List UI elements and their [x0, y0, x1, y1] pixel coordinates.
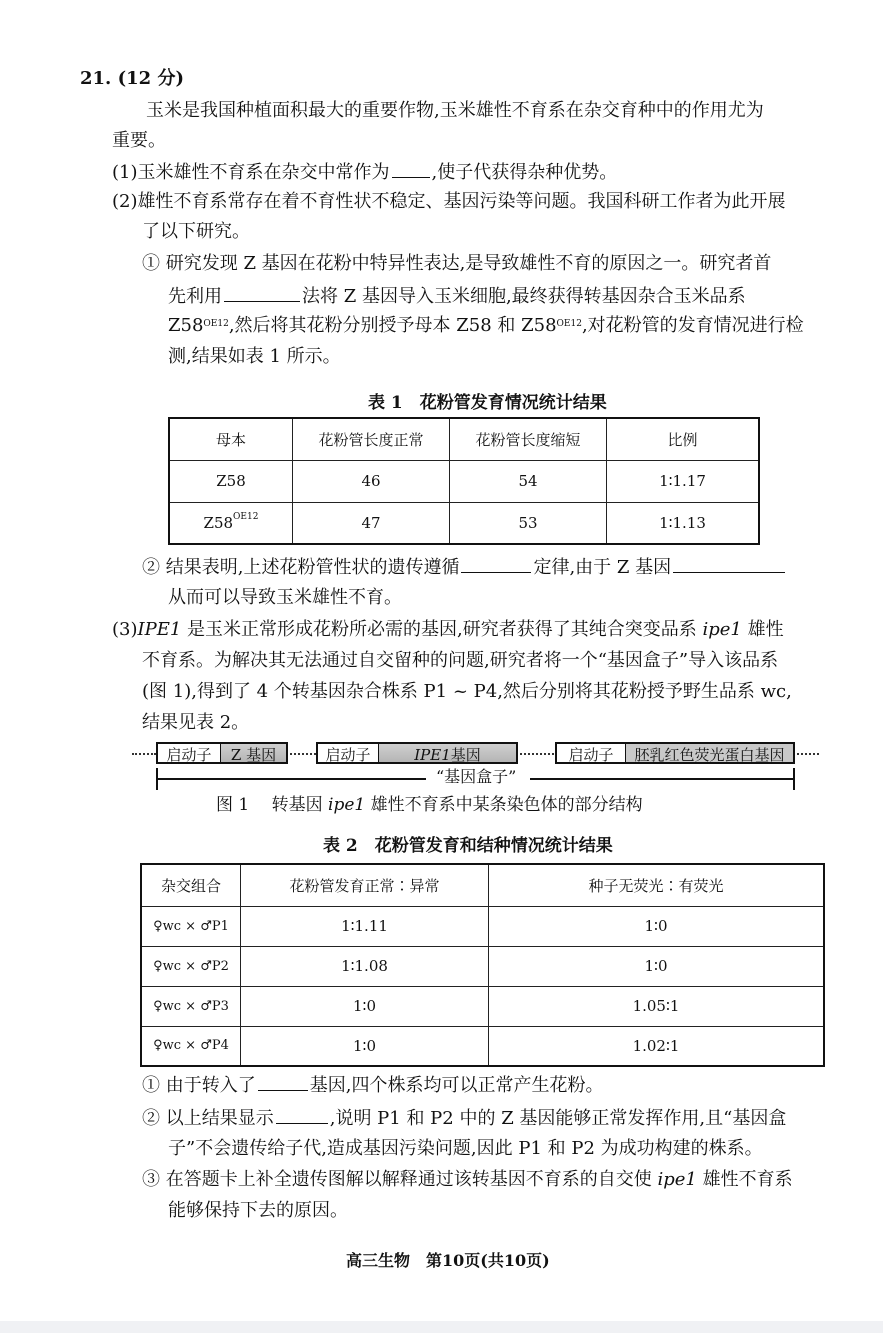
figure1-caption-mutant: ipe1 — [328, 795, 366, 815]
bracket-line-left — [156, 778, 426, 780]
table2-cell-cross: ♀wc × ♂P1 — [141, 906, 241, 946]
q3-line-2: 不育系。为解决其无法通过自交留种的问题,研究者将一个“基因盒子”导入该品系 — [142, 650, 779, 671]
q2-1-line-3-text-end: ,对花粉管的发育情况进行检 — [581, 315, 804, 336]
q1-text-post: ,使子代获得杂种优势。 — [431, 162, 618, 183]
table1-cell-normal: 47 — [293, 502, 450, 544]
promoter-2: 启动子 — [318, 744, 379, 762]
q3-1-text-post: 基因,四个株系均可以正常产生花粉。 — [309, 1075, 604, 1096]
q3-line-1 — [112, 617, 784, 643]
superscript: OE12 — [203, 319, 229, 329]
chromosome-dots — [290, 753, 316, 755]
q2-line-1: (2)雄性不育系常存在着不育性状不稳定、基因污染等问题。我国科研工作者为此开展 — [112, 191, 786, 212]
viewer-bottom-strip — [0, 1321, 883, 1333]
chromosome-dots — [132, 753, 156, 755]
table2-cell-pollen: 1∶1.11 — [241, 906, 489, 946]
q3-text: 是玉米正常形成花粉所必需的基因,研究者获得了其纯合突变品系 — [181, 619, 703, 640]
superscript: OE12 — [556, 319, 582, 329]
q2-1-line-4: 测,结果如表 1 所示。 — [168, 346, 341, 367]
table1-cell-short: 53 — [450, 502, 607, 544]
figure1-segment-1 — [156, 742, 288, 764]
q2-2-line-1 — [142, 554, 787, 581]
ipe1-gene-suffix: 基因 — [450, 746, 481, 764]
q1-text-pre: (1)玉米雄性不育系在杂交中常作为 — [112, 162, 390, 183]
q3-1-text-pre: ① 由于转入了 — [142, 1075, 256, 1096]
table-row — [141, 946, 824, 986]
q2-1-blank[interactable] — [224, 283, 300, 302]
q3-3-text-post: 雄性不育系 — [696, 1169, 793, 1190]
q3-2-line-2: 子”不会遗传给子代,造成基因污染问题,因此 P1 和 P2 为成功构建的株系。 — [168, 1138, 763, 1159]
mother-name: Z58 — [203, 513, 234, 532]
q3-3-line-2: 能够保持下去的原因。 — [168, 1200, 348, 1221]
figure1-segment-3 — [555, 742, 795, 764]
q2-1-text-post: 法将 Z 基因导入玉米细胞,最终获得转基因杂合玉米品系 — [302, 286, 746, 307]
q2-1-line-3 — [168, 313, 804, 339]
bracket-line-right — [530, 778, 794, 780]
q3-2-line-1 — [142, 1105, 786, 1132]
table-row — [141, 986, 824, 1026]
table2-header: 种子无荧光∶有荧光 — [489, 864, 825, 906]
table2-caption: 表 2 花粉管发育和结种情况统计结果 — [323, 836, 613, 856]
q3-line-3: (图 1),得到了 4 个转基因杂合株系 P1 ~ P4,然后分别将其花粉授予野生品系 wc, — [142, 681, 792, 702]
figure1-segment-2 — [316, 742, 518, 764]
intro-line-1: 玉米是我国种植面积最大的重要作物,玉米雄性不育系在杂交育种中的作用尤为 — [146, 100, 764, 121]
table2 — [140, 863, 825, 1067]
table-row — [141, 906, 824, 946]
table2-cell-cross: ♀wc × ♂P2 — [141, 946, 241, 986]
mutant-ipe1: ipe1 — [702, 619, 742, 640]
q2-1-text-pre: 先利用 — [168, 286, 222, 307]
table-row — [169, 460, 759, 502]
table2-cell-pollen: 1∶0 — [241, 1026, 489, 1066]
table1-header: 花粉管长度正常 — [293, 418, 450, 460]
question-number-line — [80, 66, 184, 92]
q2-2-text-mid: 定律,由于 Z 基因 — [533, 557, 672, 578]
chromosome-dots — [520, 753, 554, 755]
table1-header-row — [169, 418, 759, 460]
q3-2-text-pre: ② 以上结果显示 — [142, 1108, 274, 1129]
promoter-3: 启动子 — [557, 744, 626, 762]
question-number: 21. — [80, 68, 112, 89]
gene-ipe1: IPE1 — [137, 619, 182, 640]
table-row — [169, 502, 759, 544]
superscript: OE12 — [233, 511, 259, 522]
figure1-caption — [216, 792, 643, 818]
page-footer: 高三生物 第10页(共10页) — [346, 1251, 550, 1270]
q3-1 — [142, 1072, 603, 1099]
q3-2-text-post: ,说明 P1 和 P2 中的 Z 基因能够正常发挥作用,且“基因盒 — [329, 1108, 787, 1129]
table2-header-row — [141, 864, 824, 906]
table2-cell-pollen: 1∶1.08 — [241, 946, 489, 986]
table2-cell-seed: 1∶0 — [489, 906, 825, 946]
q2-1-line-2 — [168, 283, 746, 310]
z-gene: Z 基因 — [221, 744, 286, 762]
z58-label: Z58 — [168, 315, 204, 336]
q3-line-4: 结果见表 2。 — [142, 712, 250, 733]
mother-name: Z58 — [216, 472, 246, 490]
q2-2-blank-2[interactable] — [673, 554, 785, 573]
q1-blank[interactable] — [392, 159, 430, 178]
mutant-ipe1: ipe1 — [657, 1169, 697, 1190]
table1-caption: 表 1 花粉管发育情况统计结果 — [368, 393, 607, 413]
q3-2-blank[interactable] — [276, 1105, 328, 1124]
table-row — [141, 1026, 824, 1066]
table2-cell-seed: 1.05∶1 — [489, 986, 825, 1026]
q2-2-line-2: 从而可以导致玉米雄性不育。 — [168, 587, 402, 608]
ipe1-gene — [379, 744, 516, 762]
table1-cell-ratio: 1∶1.13 — [607, 502, 760, 544]
table2-cell-pollen: 1∶0 — [241, 986, 489, 1026]
table2-cell-seed: 1.02∶1 — [489, 1026, 825, 1066]
promoter-1: 启动子 — [158, 744, 221, 762]
table2-cell-cross: ♀wc × ♂P3 — [141, 986, 241, 1026]
q3-3-line-1 — [142, 1167, 793, 1193]
q3-text-end: 雄性 — [741, 619, 784, 640]
table2-header: 杂交组合 — [141, 864, 241, 906]
ipe1-gene-name: IPE1 — [414, 746, 451, 764]
table1 — [168, 417, 760, 545]
figure1-caption-pre: 图 1 转基因 — [216, 795, 329, 815]
table1-header: 比例 — [607, 418, 760, 460]
question-score: (12 分) — [117, 68, 184, 89]
table1-header: 花粉管长度缩短 — [450, 418, 607, 460]
q2-2-text-pre: ② 结果表明,上述花粉管性状的遗传遵循 — [142, 557, 460, 578]
q2-1-line-3-text: ,然后将其花粉分别授予母本 Z58 和 Z58 — [228, 315, 557, 336]
fluorescent-protein-gene: 胚乳红色荧光蛋白基因 — [626, 744, 793, 762]
table1-cell-mother — [169, 502, 293, 544]
table2-header: 花粉管发育正常∶异常 — [241, 864, 489, 906]
table2-cell-cross: ♀wc × ♂P4 — [141, 1026, 241, 1066]
q1 — [112, 159, 617, 186]
intro-line-2: 重要。 — [112, 130, 166, 151]
q2-1-line-1: ① 研究发现 Z 基因在花粉中特异性表达,是导致雄性不育的原因之一。研究者首 — [142, 253, 772, 274]
q2-line-2: 了以下研究。 — [142, 221, 250, 242]
table1-cell-ratio: 1∶1.17 — [607, 460, 760, 502]
q2-2-blank-1[interactable] — [461, 554, 531, 573]
figure1-caption-post: 雄性不育系中某条染色体的部分结构 — [365, 795, 643, 815]
table1-cell-normal: 46 — [293, 460, 450, 502]
q3-number: (3) — [112, 619, 138, 640]
table1-header: 母本 — [169, 418, 293, 460]
table1-cell-mother — [169, 460, 293, 502]
q3-1-blank[interactable] — [258, 1072, 308, 1091]
table2-cell-seed: 1∶0 — [489, 946, 825, 986]
table1-cell-short: 54 — [450, 460, 607, 502]
q3-3-text-pre: ③ 在答题卡上补全遗传图解以解释通过该转基因不育系的自交使 — [142, 1169, 658, 1190]
gene-box-label: “基因盒子” — [436, 767, 517, 786]
chromosome-dots — [797, 753, 819, 755]
